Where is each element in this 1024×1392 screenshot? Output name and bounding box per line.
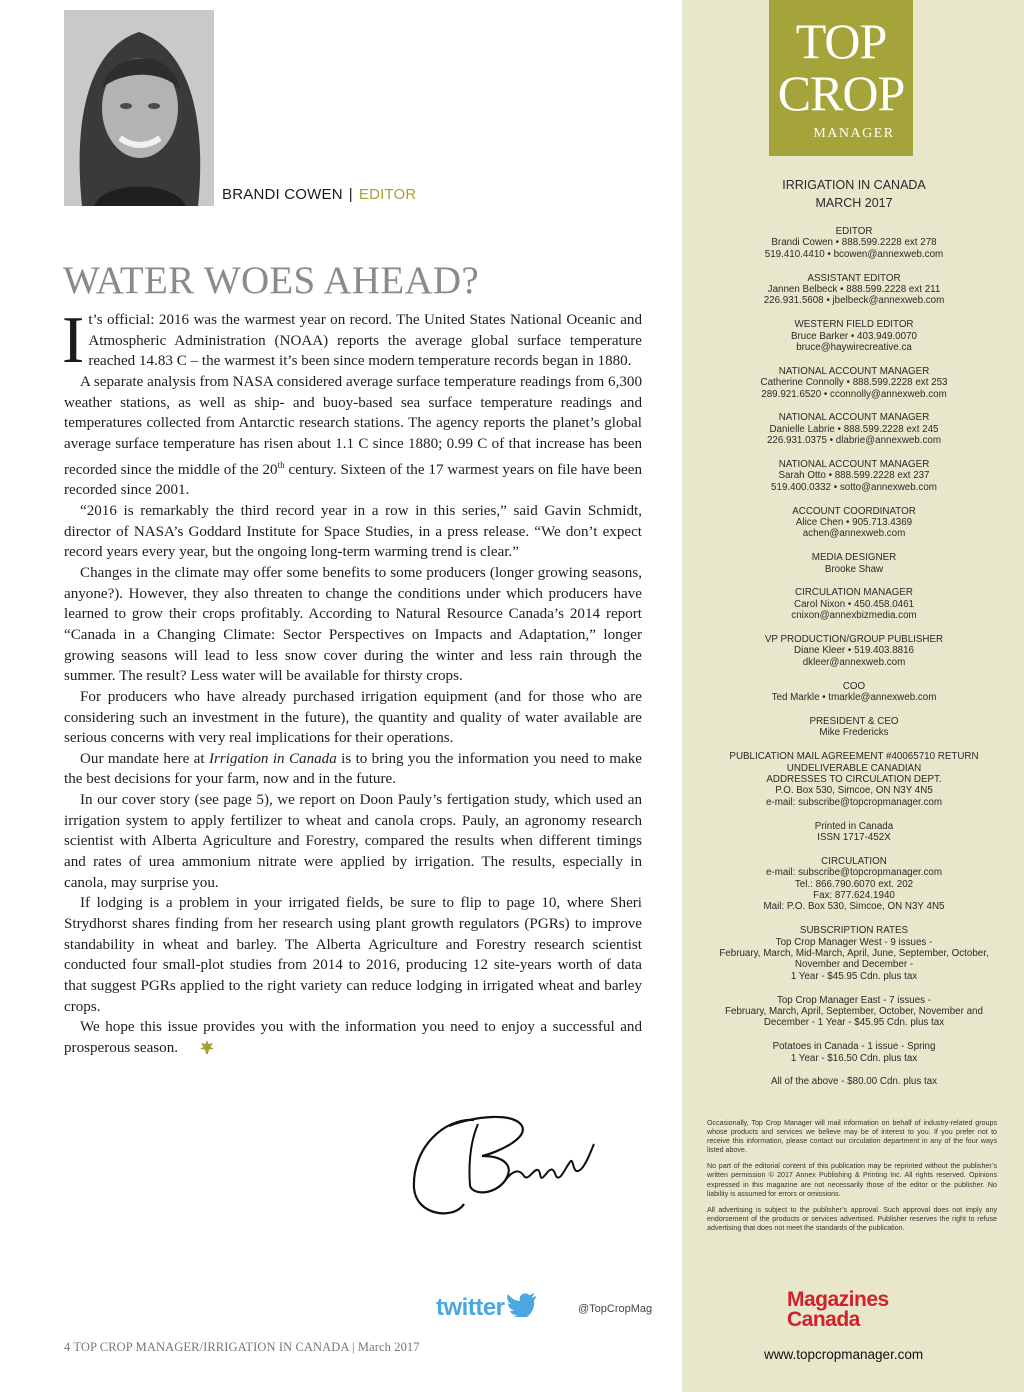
masthead-line: Brooke Shaw bbox=[824, 563, 884, 575]
masthead-line: Tel.: 866.790.6070 ext. 202 bbox=[794, 878, 914, 890]
masthead-line: UNDELIVERABLE CANADIAN bbox=[786, 762, 922, 774]
masthead-block bbox=[710, 366, 998, 400]
masthead-heading: VP PRODUCTION/GROUP PUBLISHER bbox=[764, 634, 944, 646]
fine-print bbox=[707, 1119, 997, 1240]
paragraph-text: t’s official: 2016 was the warmest year on record. The United States National Oceanic and Atmospheric Administration (NOAA) reports the average global surface temperature reached 14.83 C – the warmest it’s been since modern temperature records began in 1880. bbox=[88, 312, 642, 370]
masthead-heading: Printed in Canada bbox=[814, 820, 894, 832]
masthead-line: ISSN 1717-452X bbox=[817, 831, 891, 843]
masthead-line: Potatoes in Canada - 1 issue - Spring bbox=[772, 1041, 936, 1053]
logo-line: Canada bbox=[787, 1308, 860, 1331]
paragraph-text: Our mandate here at bbox=[80, 750, 209, 767]
masthead-line: P.O. Box 530, Simcoe, ON N3Y 4N5 bbox=[775, 785, 933, 797]
masthead-line: Brandi Cowen • 888.599.2228 ext 278 bbox=[771, 237, 937, 249]
masthead-block bbox=[710, 552, 998, 575]
end-mark-leaf-icon bbox=[184, 1040, 198, 1054]
masthead-block bbox=[710, 856, 998, 913]
paragraph bbox=[64, 1017, 642, 1058]
masthead-block bbox=[710, 681, 998, 704]
fine-print-paragraph: No part of the editorial content of this publication may be reprinted without the publisher’s written permission © 2017 Annex Publishing & Printing Inc. All rights reserved. Opinions expressed in this magazine are not necessarily those of the editor or the publisher. No liability is assumed for errors or omissions. bbox=[707, 1162, 997, 1198]
byline bbox=[222, 186, 416, 203]
fine-print-paragraph: All advertising is subject to the publisher’s approval. Such approval does not imply any endorsement of the products or services advertised. Publisher reserves the right to refuse advertising that does not meet the standards of the publication. bbox=[707, 1205, 997, 1232]
author-role: EDITOR bbox=[358, 186, 417, 203]
masthead-heading: ACCOUNT COORDINATOR bbox=[792, 505, 916, 517]
masthead-block bbox=[710, 587, 998, 621]
masthead-line: 226.931.5608 • jbelbeck@annexweb.com bbox=[763, 295, 945, 307]
masthead-block bbox=[710, 459, 998, 493]
masthead-title bbox=[710, 176, 998, 212]
masthead-line: Sarah Otto • 888.599.2228 ext 237 bbox=[778, 470, 930, 482]
paragraph: In our cover story (see page 5), we report on Doon Pauly’s fertigation study, which used an irrigation system to apply fertilizer to wheat and canola crops. Pauly, an agronomy research scientist with Alberta Agriculture and Forestry, compared the results when different timings and rates of urea ammonium nitrate were applied by irrigation. The results, especially in canola, may surprise you. bbox=[64, 792, 642, 891]
masthead-heading: WESTERN FIELD EDITOR bbox=[794, 319, 914, 331]
masthead-line: e-mail: subscribe@topcropmanager.com bbox=[765, 867, 943, 879]
masthead-heading: NATIONAL ACCOUNT MANAGER bbox=[778, 459, 930, 471]
masthead-line: Catherine Connolly • 888.599.2228 ext 253 bbox=[760, 377, 948, 389]
masthead-block bbox=[710, 319, 998, 353]
twitter-wordmark: twitter bbox=[436, 1293, 505, 1321]
paragraph: Changes in the climate may offer some benefits to some producers (longer growing seasons, anyone?). However, they also threaten to change the conditions under which producers have learned to grow their crops profitably. According to Natural Resource Canada’s 2014 report “Canada in a Changing Climate: Sector Perspectives on Impacts and Adaptation,” longer growing seasons will lead to less snow cover during the winter and less rain through the summer. The result? Less water will be available for thirsty crops. bbox=[64, 564, 642, 685]
paragraph: For producers who have already purchased irrigation equipment (and for those who are considering such an investment in the future), the quantity and quality of water available are serious concerns with very real implications for their operations. bbox=[64, 688, 642, 747]
masthead-line: Mike Fredericks bbox=[819, 727, 889, 739]
masthead-line: bruce@haywirecreative.ca bbox=[796, 342, 912, 354]
masthead-line: 1 Year - $45.95 Cdn. plus tax bbox=[790, 970, 918, 982]
superscript: th bbox=[277, 459, 285, 470]
twitter-handle[interactable]: @TopCropMag bbox=[578, 1303, 653, 1315]
publication-name: Irrigation in Canada bbox=[208, 750, 337, 767]
masthead-block bbox=[710, 821, 998, 844]
masthead-line: 519.410.4410 • bcowen@annexweb.com bbox=[764, 248, 944, 260]
masthead-line: Mail: P.O. Box 530, Simcoe, ON N3Y 4N5 bbox=[763, 901, 945, 913]
paragraph bbox=[64, 749, 642, 790]
masthead-line: Fax: 877.624.1940 bbox=[813, 889, 895, 901]
masthead-block bbox=[710, 1076, 998, 1087]
paragraph-text: century. Sixteen of the 17 warmest years on file have been recorded since 2001. bbox=[64, 461, 642, 499]
masthead-heading: PUBLICATION MAIL AGREEMENT #40065710 RETURN bbox=[729, 751, 979, 763]
masthead-heading: COO bbox=[842, 680, 866, 692]
masthead-heading: NATIONAL ACCOUNT MANAGER bbox=[778, 365, 930, 377]
paragraph: “2016 is remarkably the third record year in a row in this series,” said Gavin Schmidt, director of NASA’s Goddard Institute for Space Studies, in a press release. “We don’t expect record years every year, but the ongoing long-term warming trend is clear.” bbox=[64, 502, 642, 561]
paragraph-text: A separate analysis from NASA considered average surface temperature readings from 6,300 weather stations, as well as ship- and buoy-based sea surface temperature readings and temperatures collected from Antarctic research stations. The agency reports the planet’s global average surface temperature has risen about 1.1 C since 1880; 0.99 C of that increase has been recorded since the middle of the 20 bbox=[64, 373, 642, 478]
masthead-block bbox=[710, 634, 998, 668]
masthead-line: Alice Chen • 905.713.4369 bbox=[795, 517, 913, 529]
masthead-line: Top Crop Manager East - 7 issues - bbox=[776, 994, 932, 1006]
article-body bbox=[62, 303, 642, 1059]
staff-listing bbox=[710, 226, 998, 1100]
logo-line: TOP bbox=[795, 13, 887, 69]
masthead-heading: CIRCULATION bbox=[821, 855, 887, 867]
masthead-line: February, March, Mid-March, April, June, September, October, bbox=[719, 947, 989, 959]
masthead-line: achen@annexweb.com bbox=[802, 528, 906, 540]
masthead-line: 519.400.0332 • sotto@annexweb.com bbox=[771, 481, 937, 493]
masthead-line: Bruce Barker • 403.949.0070 bbox=[791, 330, 917, 342]
magazines-canada-logo bbox=[787, 1290, 903, 1336]
masthead-line: Ted Markle • tmarkle@annexweb.com bbox=[771, 692, 937, 704]
paragraph-text: We hope this issue provides you with the information you need to enjoy a successful and prosperous season. bbox=[64, 1019, 642, 1056]
drop-cap: I bbox=[62, 303, 85, 377]
author-name: BRANDI COWEN bbox=[222, 186, 343, 203]
masthead-block bbox=[710, 273, 998, 307]
masthead-line: December - 1 Year - $45.95 Cdn. plus tax bbox=[763, 1017, 945, 1029]
byline-separator: | bbox=[348, 186, 353, 203]
masthead-line: Carol Nixon • 450.458.0461 bbox=[794, 598, 914, 610]
masthead-line: 289.921.6520 • cconnolly@annexweb.com bbox=[761, 388, 947, 400]
masthead-line: 1 Year - $16.50 Cdn. plus tax bbox=[790, 1052, 918, 1064]
masthead-heading: EDITOR bbox=[835, 226, 873, 237]
masthead-block bbox=[710, 1041, 998, 1064]
masthead-line: Diane Kleer • 519.403.8816 bbox=[794, 645, 914, 657]
masthead-line: November and December - bbox=[794, 959, 914, 971]
twitter-bird-icon bbox=[507, 1293, 537, 1322]
logo-line: MANAGER bbox=[813, 126, 895, 141]
editor-signature bbox=[404, 1108, 604, 1226]
masthead-heading: SUBSCRIPTION RATES bbox=[799, 925, 909, 937]
logo-line: Magazines bbox=[787, 1288, 889, 1311]
masthead-line: Danielle Labrie • 888.599.2228 ext 245 bbox=[769, 423, 939, 435]
masthead-heading: CIRCULATION MANAGER bbox=[795, 587, 913, 599]
masthead-block bbox=[710, 716, 998, 739]
page-title: WATER WOES AHEAD? bbox=[63, 259, 480, 302]
masthead-block bbox=[710, 751, 998, 808]
masthead-line: February, March, April, September, October, November and bbox=[725, 1005, 983, 1017]
twitter-link[interactable] bbox=[436, 1293, 537, 1322]
masthead-line: Jannen Belbeck • 888.599.2228 ext 211 bbox=[767, 284, 941, 296]
masthead-line: dkleer@annexweb.com bbox=[802, 656, 906, 668]
masthead-block bbox=[710, 412, 998, 446]
masthead-line: 226.931.0375 • dlabrie@annexweb.com bbox=[766, 435, 942, 447]
paragraph bbox=[62, 303, 642, 377]
issue-date: MARCH 2017 bbox=[815, 196, 893, 210]
fine-print-paragraph: Occasionally, Top Crop Manager will mail information on behalf of industry-related groups whose products and services we believe may be of interest to you. If you prefer not to receive this information, please contact our circulation department in any of the four ways listed above. bbox=[707, 1119, 997, 1155]
masthead-line: e-mail: subscribe@topcropmanager.com bbox=[765, 796, 943, 808]
masthead-heading: MEDIA DESIGNER bbox=[811, 552, 897, 564]
paragraph-text: is to bring you the information you need to make the best decisions for your farm, now and in the future. bbox=[64, 750, 642, 788]
top-crop-manager-logo bbox=[769, 0, 913, 156]
masthead-block bbox=[710, 506, 998, 540]
paragraph: If lodging is a problem in your irrigated fields, be sure to flip to page 10, where Sheri Strydhorst shares finding from her research using plant growth regulators (PGRs) to improve standability in wheat and barley. The Alberta Agriculture and Forestry research scientist conducted four small-plot studies from 2014 to 2016, producing 12 site-years worth of data that suggest PGRs applied to the right variety can reduce lodging in irrigated wheat and barley crops. bbox=[64, 895, 642, 1015]
publication-title: IRRIGATION IN CANADA bbox=[782, 178, 926, 192]
masthead-heading: All of the above - $80.00 Cdn. plus tax bbox=[770, 1076, 938, 1088]
masthead-heading: PRESIDENT & CEO bbox=[809, 715, 899, 727]
masthead-line: Top Crop Manager West - 9 issues - bbox=[775, 936, 933, 948]
masthead-heading: NATIONAL ACCOUNT MANAGER bbox=[778, 412, 930, 424]
masthead-block bbox=[710, 226, 998, 260]
masthead-heading: ASSISTANT EDITOR bbox=[807, 272, 901, 284]
logo-line: CROP bbox=[777, 65, 905, 121]
editor-photo bbox=[64, 10, 214, 206]
masthead-block bbox=[710, 995, 998, 1029]
page-footer: 4 TOP CROP MANAGER/IRRIGATION IN CANADA | March 2017 bbox=[64, 1340, 420, 1354]
masthead-line: ADDRESSES TO CIRCULATION DEPT. bbox=[766, 773, 942, 785]
website-link[interactable]: www.topcropmanager.com bbox=[764, 1347, 924, 1362]
paragraph bbox=[64, 372, 642, 501]
masthead-block bbox=[710, 925, 998, 982]
masthead-line: cnixon@annexbizmedia.com bbox=[791, 610, 917, 622]
